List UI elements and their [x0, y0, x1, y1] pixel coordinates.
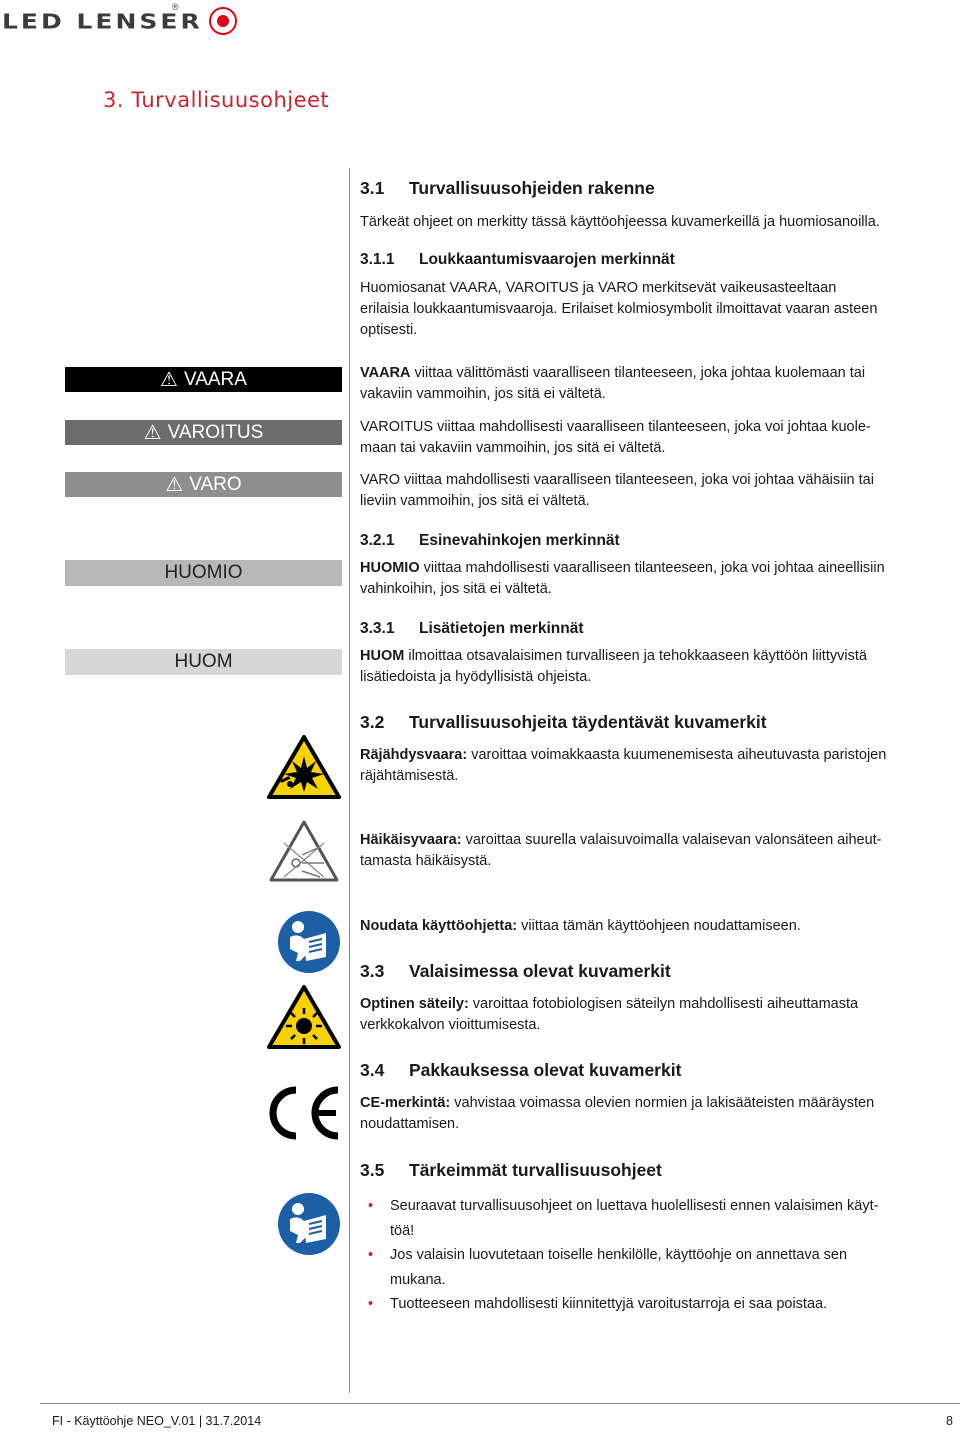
section-number: 3.1.1 — [360, 251, 395, 268]
section-number: 3.2.1 — [360, 532, 395, 549]
text-line: vakaviin vammoihin, jos sitä ei vältetä. — [360, 386, 606, 402]
explosion-warning-icon — [266, 734, 342, 800]
label-text: VAARA — [183, 368, 247, 390]
term: HUOM — [360, 648, 405, 664]
text-line: Huomiosanat VAARA, VAROITUS ja VARO merkitsevät vaikeusasteeltaan — [360, 280, 837, 296]
section-number: 3.1 — [360, 178, 385, 198]
section-title: Esinevahinkojen merkinnät — [419, 532, 620, 549]
optical-radiation-icon — [266, 984, 342, 1050]
text-line: erilaisia loukkaantumisvaaroja. Erilaiset kolmiosymbolit ilmoittavat vaaran asteen — [360, 301, 878, 317]
text-line: mukana. — [390, 1271, 446, 1288]
warning-triangle-icon: ⚠ — [143, 422, 162, 444]
section-heading-3-4 — [360, 1060, 681, 1081]
section-heading-3-2-1 — [360, 532, 620, 550]
logo-text: LED LENSER — [2, 9, 203, 33]
section-heading-3-1 — [360, 178, 655, 199]
logo-ring-icon — [209, 7, 237, 35]
brand-logo — [2, 4, 237, 38]
safety-bullet-list — [360, 1194, 940, 1317]
label-varoitus — [65, 420, 342, 445]
section-title: Tärkeimmät turvallisuusohjeet — [409, 1160, 662, 1180]
text-line: optisesti. — [360, 322, 418, 338]
optical-description — [360, 994, 940, 1036]
label-text: HUOM — [174, 651, 233, 672]
text-line: VAROITUS viittaa mahdollisesti vaaralliseen tilanteeseen, joka voi johtaa kuole- — [360, 419, 871, 435]
definition-varoitus — [360, 417, 940, 459]
glare-warning-icon — [268, 819, 340, 883]
section-title: Turvallisuusohjeiden rakenne — [409, 178, 655, 198]
text-line: vahinkoihin, jos sitä ei vältetä. — [360, 581, 552, 597]
term: Räjähdysvaara: — [360, 747, 468, 763]
section-heading-3-3 — [360, 961, 671, 982]
text-line: VARO viittaa mahdollisesti vaaralliseen tilanteeseen, joka voi johtaa vähäisiin tai — [360, 472, 874, 488]
text-line: verkkokalvon vioittumisesta. — [360, 1017, 541, 1033]
term: Optinen säteily: — [360, 996, 469, 1012]
section-heading-3-2 — [360, 712, 767, 733]
section-text-3-1: Tärkeät ohjeet on merkitty tässä käyttöohjeessa kuvamerkeillä ja huomiosanoilla. — [360, 214, 880, 230]
text-line: viittaa välittömästi vaaralliseen tilanteeseen, joka johtaa kuolemaan tai — [410, 365, 866, 381]
text-line: noudattamisen. — [360, 1116, 460, 1132]
section-heading-3-1-1 — [360, 251, 675, 269]
label-huomio — [65, 560, 342, 586]
section-number: 3.4 — [360, 1060, 385, 1080]
list-item — [360, 1292, 940, 1317]
ce-description — [360, 1093, 940, 1135]
text-line: viittaa mahdollisesti vaaralliseen tilanteeseen, joka voi johtaa aineellisiin — [419, 560, 885, 576]
label-vaara — [65, 367, 342, 392]
ce-mark-icon — [262, 1082, 342, 1144]
definition-varo — [360, 470, 940, 512]
column-divider — [349, 168, 350, 1393]
text-line: viittaa tämän käyttöohjeen noudattamiseen. — [517, 918, 801, 934]
chapter-title: 3. Turvallisuusohjeet — [103, 88, 330, 112]
text-line: räjähtämisestä. — [360, 768, 459, 784]
text-line: varoittaa fotobiologisen säteilyn mahdollisesti aiheuttamasta — [468, 996, 859, 1012]
section-text-3-1-1 — [360, 278, 940, 341]
term: Häikäisyvaara: — [360, 832, 462, 848]
term: Noudata käyttöohjetta: — [360, 918, 518, 934]
text-line: töä! — [390, 1222, 415, 1239]
text-line: lieviin vammoihin, jos sitä ei vältetä. — [360, 493, 590, 509]
text-line: • Jos valaisin luovutetaan toiselle henkilölle, käyttöohje on annettava sen — [390, 1247, 848, 1263]
section-title: Valaisimessa olevat kuvamerkit — [409, 961, 671, 981]
section-title: Turvallisuusohjeita täydentävät kuvamerkit — [409, 712, 767, 732]
label-text: VARO — [189, 473, 242, 495]
text-line: ilmoittaa otsavalaisimen turvalliseen ja tehokkaaseen käyttöön liittyvistä — [404, 648, 867, 664]
page-number: 8 — [946, 1414, 953, 1428]
section-text-3-2-1 — [360, 558, 940, 600]
label-text: HUOMIO — [164, 562, 243, 583]
section-title: Loukkaantumisvaarojen merkinnät — [419, 251, 675, 268]
label-varo — [65, 472, 342, 497]
section-heading-3-3-1 — [360, 620, 584, 638]
section-number: 3.3.1 — [360, 620, 395, 637]
text-line: lisätiedoista ja hyödyllisistä ohjeista. — [360, 669, 592, 685]
section-number: 3.3 — [360, 961, 385, 981]
text-line: maan tai vakaviin vammoihin, jos sitä ei vältetä. — [360, 440, 666, 456]
section-title: Lisätietojen merkinnät — [419, 620, 584, 637]
text-line: vahvistaa voimassa olevien normien ja lakisääteisten määräysten — [450, 1095, 875, 1111]
warning-triangle-icon: ⚠ — [160, 369, 178, 391]
text-line: varoittaa suurella valaisuvoimalla valaisevan valonsäteen aiheut- — [461, 832, 882, 848]
term: VAARA — [360, 365, 411, 381]
term: HUOMIO — [360, 560, 420, 576]
section-text-3-3-1 — [360, 646, 940, 688]
read-manual-icon — [276, 1191, 342, 1257]
text-line: • Seuraavat turvallisuusohjeet on luettava huolellisesti ennen valaisimen käyt- — [390, 1198, 879, 1214]
text-line: tamasta häikäisystä. — [360, 853, 492, 869]
logo-registered-mark: ® — [172, 2, 179, 12]
manual-description — [360, 916, 940, 937]
section-number: 3.2 — [360, 712, 385, 732]
footer-document-info: FI - Käyttöohje NEO_V.01 | 31.7.2014 — [52, 1414, 262, 1428]
list-item — [360, 1243, 940, 1292]
label-huom — [65, 649, 342, 675]
section-number: 3.5 — [360, 1160, 385, 1180]
label-text: VAROITUS — [167, 421, 264, 443]
text-line: varoittaa voimakkaasta kuumenemisesta aiheutuvasta paristojen — [467, 747, 887, 763]
warning-triangle-icon: ⚠ — [165, 474, 184, 496]
section-title: Pakkauksessa olevat kuvamerkit — [409, 1060, 682, 1080]
definition-vaara — [360, 363, 940, 405]
footer-divider — [40, 1403, 960, 1404]
list-item — [360, 1194, 940, 1243]
section-heading-3-5 — [360, 1160, 662, 1181]
read-manual-icon — [276, 909, 342, 975]
term: CE-merkintä: — [360, 1095, 451, 1111]
explosion-description — [360, 745, 940, 787]
glare-description — [360, 830, 940, 872]
text-line: • Tuotteeseen mahdollisesti kiinnitettyjä varoitustarroja ei saa poistaa. — [390, 1296, 828, 1312]
